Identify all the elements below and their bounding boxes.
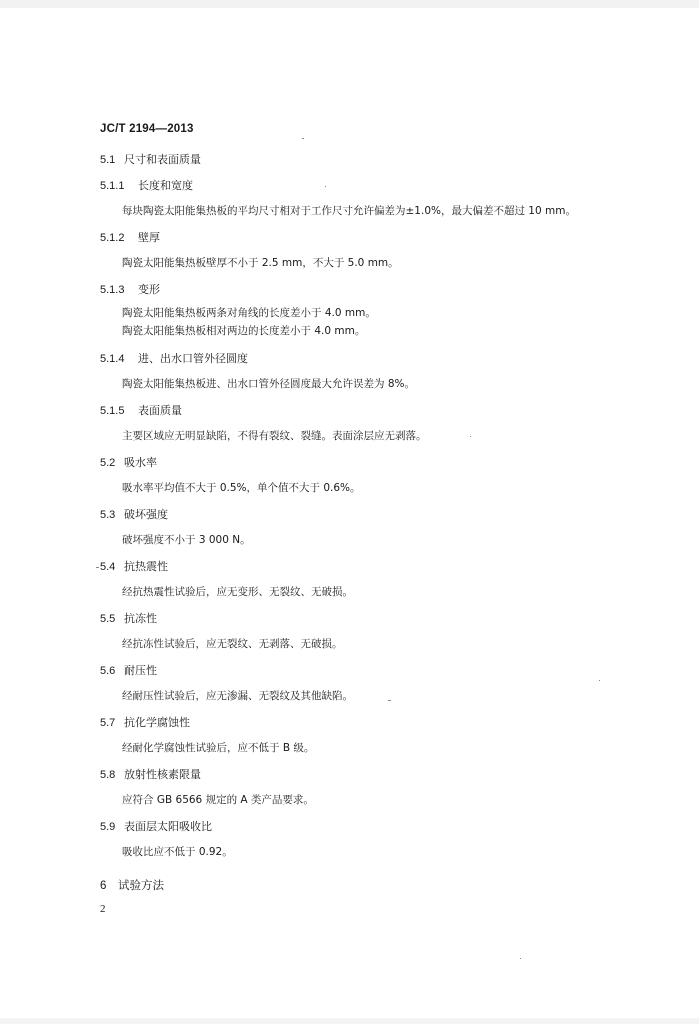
section-number: 5.9 (100, 821, 116, 833)
section-heading-5-1-4 (100, 350, 248, 366)
paragraph-5-4: 经抗热震性试验后，应无变形、无裂纹、无破损。 (122, 586, 353, 598)
section-number: 5.7 (100, 717, 116, 729)
scan-speck (520, 958, 521, 959)
paragraph-5-7: 经耐化学腐蚀性试验后，应不低于 B 级。 (122, 742, 315, 754)
section-number: 6 (100, 880, 107, 892)
section-title: 尺寸和表面质量 (124, 153, 201, 166)
section-heading-5-1 (100, 151, 201, 167)
section-number: 5.6 (100, 665, 116, 677)
section-number: 5.1.1 (100, 180, 125, 192)
paragraph-5-1-3-line-2: 陶瓷太阳能集热板相对两边的长度差小于 4.0 mm。 (122, 325, 366, 337)
scan-speck (470, 436, 471, 437)
section-heading-5-6 (100, 662, 157, 678)
section-title: 变形 (138, 283, 160, 296)
section-number: 5.1.3 (100, 284, 125, 296)
paragraph-5-6: 经耐压性试验后，应无渗漏、无裂纹及其他缺陷。 (122, 690, 353, 702)
scan-speck (302, 138, 304, 139)
section-number: 5.2 (100, 457, 116, 469)
section-number: 5.4 (100, 561, 116, 573)
scan-speck (388, 700, 391, 701)
paragraph-5-3: 破坏强度不小于 3 000 N。 (122, 534, 251, 546)
section-title: 耐压性 (124, 664, 157, 677)
section-heading-5-1-5 (100, 402, 182, 418)
section-number: 5.5 (100, 613, 116, 625)
paragraph-5-1-1: 每块陶瓷太阳能集热板的平均尺寸相对于工作尺寸允许偏差为±1.0%，最大偏差不超过 10 mm。 (122, 205, 576, 217)
section-title: 抗化学腐蚀性 (124, 716, 190, 729)
section-heading-5-1-2 (100, 229, 160, 245)
section-number: 5.1.2 (100, 232, 125, 244)
paragraph-5-5: 经抗冻性试验后，应无裂纹、无剥落、无破损。 (122, 638, 343, 650)
section-heading-6 (100, 877, 164, 893)
scan-speck (96, 567, 99, 568)
section-number: 5.1 (100, 154, 116, 166)
paragraph-5-2: 吸水率平均值不大于 0.5%，单个值不大于 0.6%。 (122, 482, 361, 494)
section-title: 进、出水口管外径圆度 (138, 352, 248, 365)
section-heading-5-1-3 (100, 281, 160, 297)
section-title: 长度和宽度 (138, 179, 193, 192)
paragraph-5-9: 吸收比应不低于 0.92。 (122, 846, 233, 858)
paragraph-5-1-2: 陶瓷太阳能集热板壁厚不小于 2.5 mm，不大于 5.0 mm。 (122, 257, 399, 269)
section-heading-5-8 (100, 766, 201, 782)
paragraph-5-8: 应符合 GB 6566 规定的 A 类产品要求。 (122, 794, 314, 806)
section-title: 抗热震性 (124, 560, 168, 573)
scan-bottom-edge (0, 1018, 699, 1024)
scan-speck (325, 186, 326, 187)
paragraph-5-1-5: 主要区域应无明显缺陷，不得有裂纹、裂缝。表面涂层应无剥落。 (122, 430, 427, 442)
section-title: 表面质量 (138, 404, 182, 417)
section-title: 抗冻性 (124, 612, 157, 625)
section-heading-5-4 (100, 558, 168, 574)
section-heading-5-7 (100, 714, 190, 730)
section-title: 试验方法 (118, 878, 164, 892)
section-title: 吸水率 (124, 456, 157, 469)
paragraph-5-1-3-line-1: 陶瓷太阳能集热板两条对角线的长度差小于 4.0 mm。 (122, 307, 376, 319)
section-heading-5-5 (100, 610, 157, 626)
section-number: 5.1.5 (100, 405, 125, 417)
section-heading-5-9 (100, 818, 212, 834)
section-number: 5.8 (100, 769, 116, 781)
section-title: 破坏强度 (124, 508, 168, 521)
section-heading-5-2 (100, 454, 157, 470)
section-number: 5.3 (100, 509, 116, 521)
standard-code: JC/T 2194—2013 (100, 123, 194, 135)
section-title: 表面层太阳吸收比 (124, 820, 212, 833)
section-heading-5-1-1 (100, 177, 193, 193)
section-heading-5-3 (100, 506, 168, 522)
scan-top-edge (0, 0, 699, 8)
scan-speck (599, 680, 600, 681)
section-number: 5.1.4 (100, 353, 125, 365)
page-number: 2 (100, 903, 106, 915)
section-title: 放射性核素限量 (124, 768, 201, 781)
paragraph-5-1-4: 陶瓷太阳能集热板进、出水口管外径圆度最大允许误差为 8%。 (122, 378, 415, 390)
section-title: 壁厚 (138, 231, 160, 244)
